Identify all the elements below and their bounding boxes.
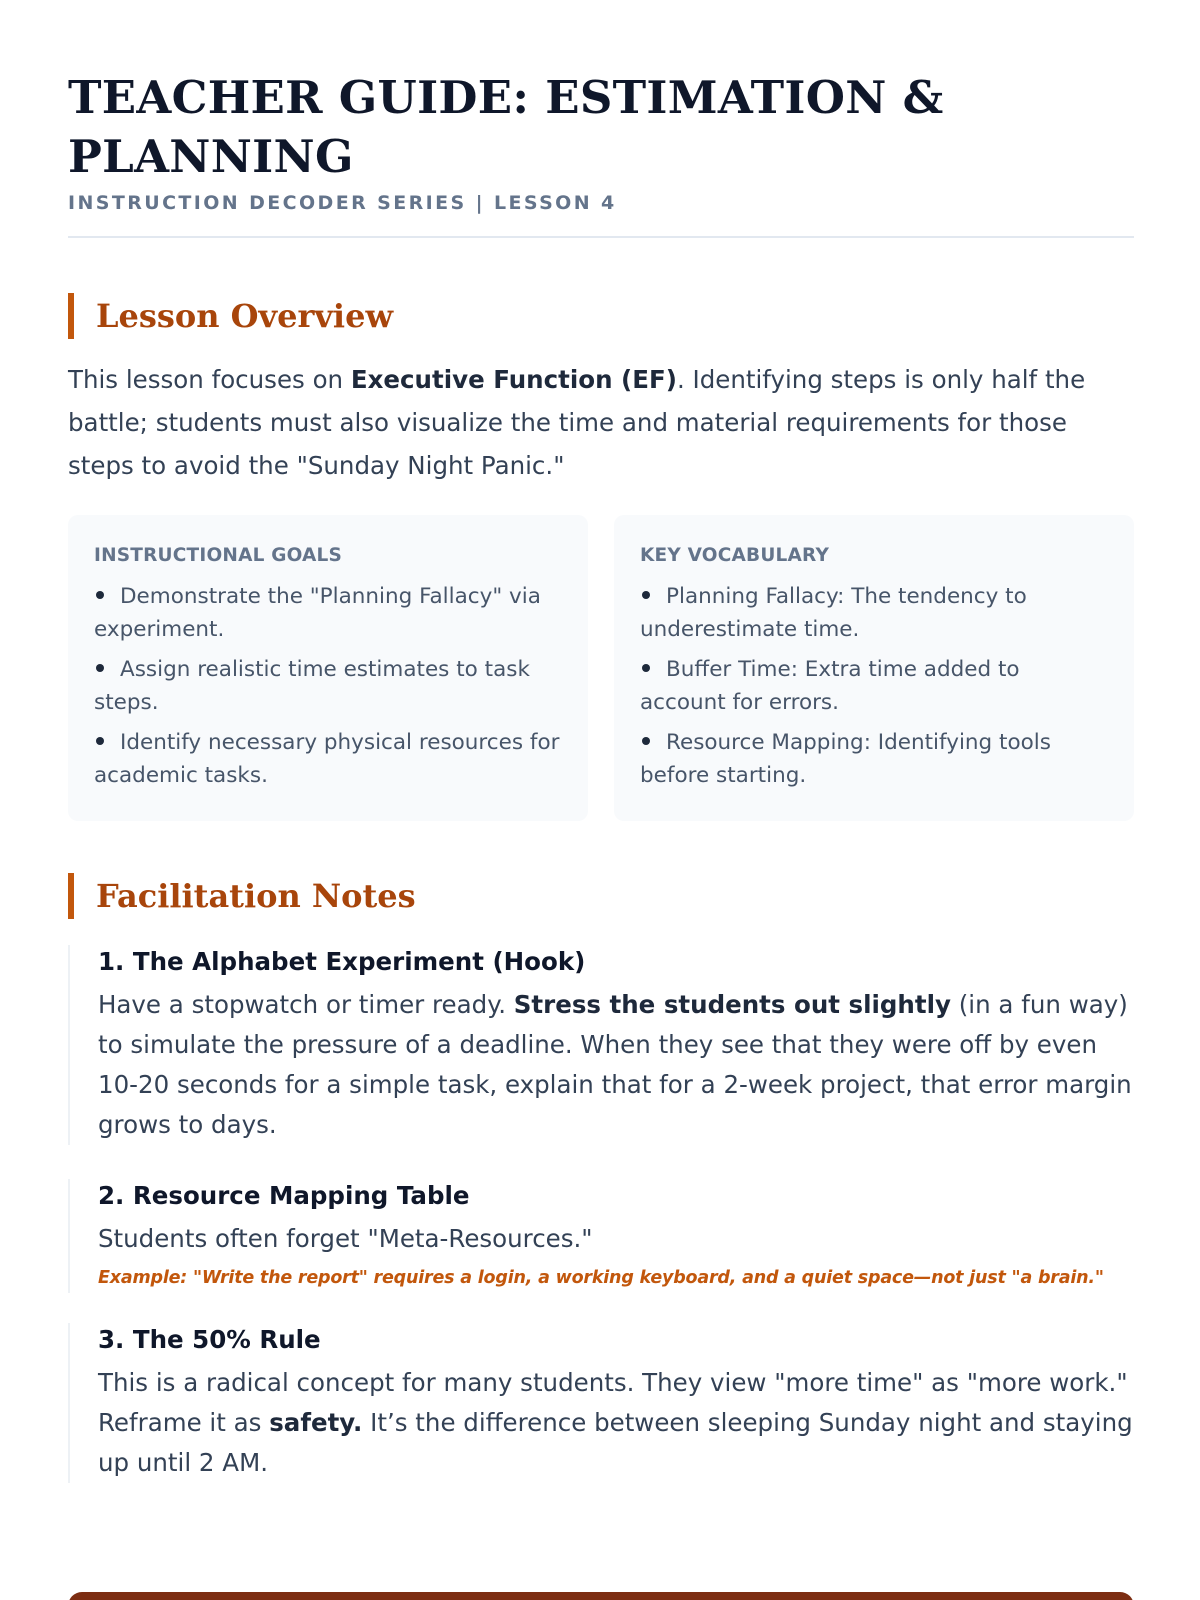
vocabulary-card-title: KEY VOCABULARY (640, 545, 830, 566)
page-title: TEACHER GUIDE: ESTIMATION & PLANNING (68, 71, 944, 183)
note-resource-mapping (68, 1179, 1134, 1293)
note-fifty-percent-rule (68, 1323, 1134, 1483)
list-item: Demonstrate the "Planning Fallacy" via experiment. (94, 584, 541, 642)
lesson-overview-heading: Lesson Overview (68, 293, 1134, 339)
vocabulary-list (640, 580, 1108, 792)
instructional-goals-card (68, 515, 588, 821)
note-title: 1. The Alphabet Experiment (Hook) (98, 947, 586, 976)
teacher-guide-page (68, 68, 1134, 1483)
title-divider (68, 236, 1134, 238)
note-title: 3. The 50% Rule (98, 1325, 321, 1354)
overview-paragraph: This lesson focuses on Executive Function (EF). Identifying steps is only half the battle; students must also visualize the time and material requirements for those steps to avoid the "Sunday Night Panic." (68, 365, 1086, 480)
bullet-icon (96, 591, 104, 599)
note-body: Have a stopwatch or timer ready. Stress the students out slightly (in a fun way) to simulate the pressure of a deadline. When they see that they were off by even 10-20 seconds for a simple task, explain that for a 2-week project, that error margin grows to days. (98, 990, 1132, 1139)
overview-bold-term: Executive Function (EF) (350, 365, 677, 394)
goals-list (94, 580, 562, 792)
note-body: This is a radical concept for many students. They view "more time" as "more work." Reframe it as safety. It’s the difference between sleeping Sunday night and staying up until 2 AM. (98, 1368, 1133, 1477)
bottom-banner (68, 1592, 1134, 1600)
bullet-icon (96, 664, 104, 672)
list-item: Identify necessary physical resources for academic tasks. (94, 730, 560, 788)
bullet-icon (642, 737, 650, 745)
list-item: Buffer Time: Extra time added to account for errors. (640, 657, 1020, 715)
note-title: 2. Resource Mapping Table (98, 1181, 470, 1210)
bullet-icon (642, 591, 650, 599)
list-item: Planning Fallacy: The tendency to underestimate time. (640, 584, 1027, 642)
note-example: Example: "Write the report" requires a login, a working keyboard, and a quiet space—not just "a brain." (98, 1268, 1104, 1288)
list-item: Assign realistic time estimates to task steps. (94, 657, 530, 715)
note-body: Students often forget "Meta-Resources." (98, 1224, 593, 1253)
overview-cards (68, 515, 1134, 821)
goals-card-title: INSTRUCTIONAL GOALS (94, 545, 343, 566)
bullet-icon (642, 664, 650, 672)
key-vocabulary-card (614, 515, 1134, 821)
series-subtitle: INSTRUCTION DECODER SERIES | LESSON 4 (68, 192, 617, 214)
bullet-icon (96, 737, 104, 745)
facilitation-notes-heading: Facilitation Notes (68, 873, 1134, 919)
note-alphabet-experiment (68, 945, 1134, 1145)
list-item: Resource Mapping: Identifying tools before starting. (640, 730, 1051, 788)
